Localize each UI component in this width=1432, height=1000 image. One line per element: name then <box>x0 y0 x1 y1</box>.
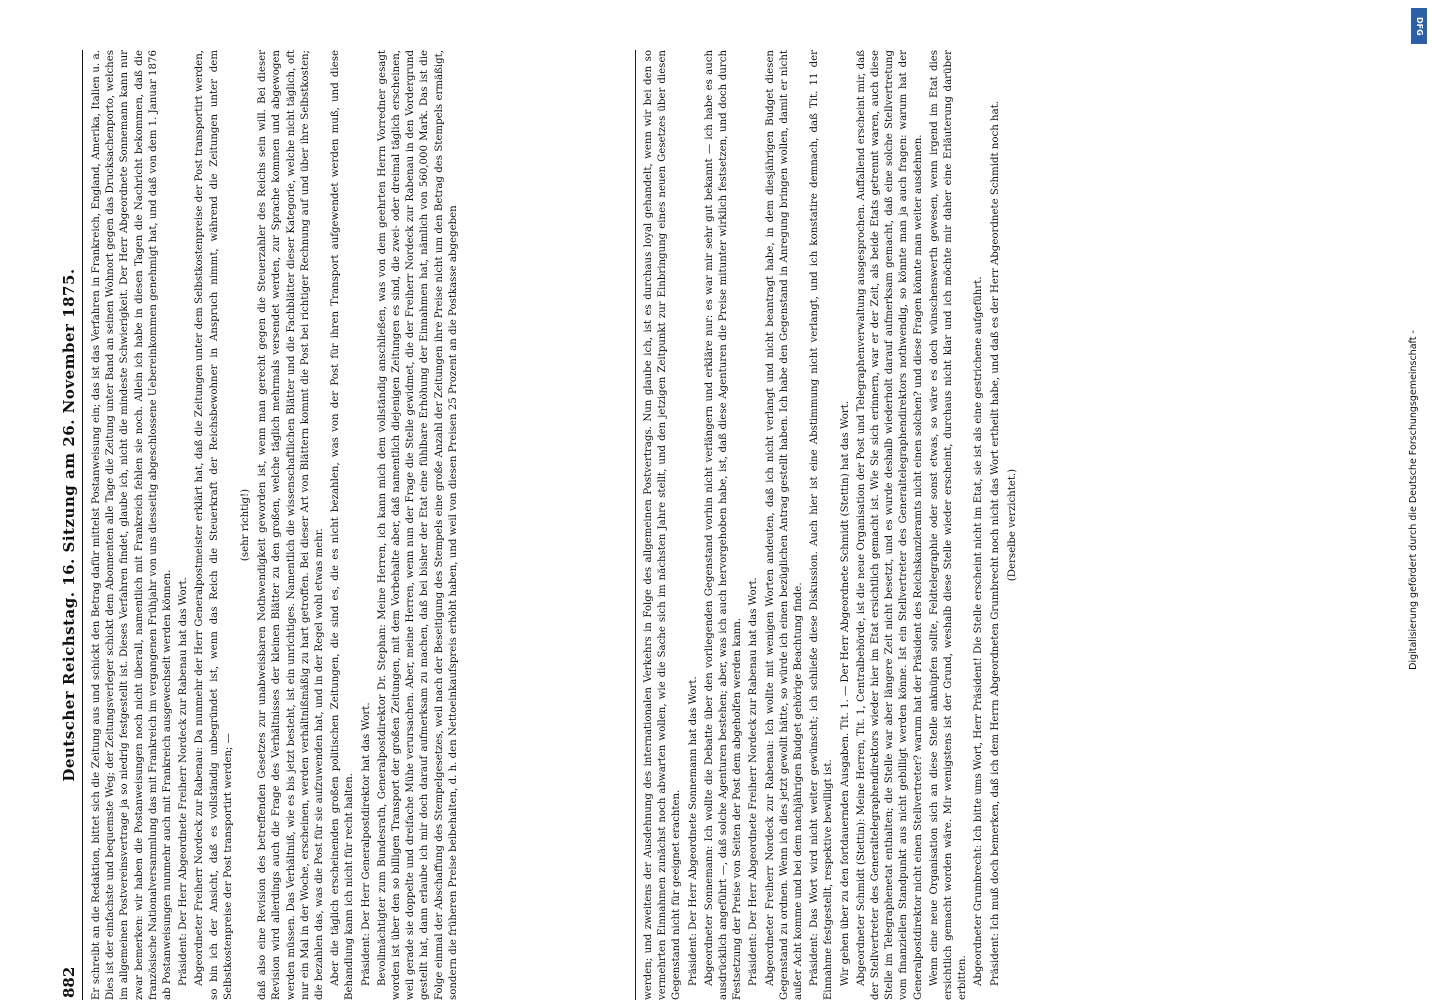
paragraph: Abgeordneter Schmidt (Stettin): Meine Herren, Tit. 1, Centralbehörde, ist die neue Organisation der Post und Telegraphenverwaltung ausgesprochen. Auffallend erscheint mir, daß der Stellvertreter des Generaltelegraphendirektors wieder hier im Etat ersichtlich gemacht ist. Wie Sie sich erinnern, war er der Zeit, als beide Etats getrennt waren, auch diese Stelle im Telegraphenetat enthalten; die Stelle war aber längere Zeit nicht besetzt, und es wurde deshalb wiederholt darauf aufmerksam gemacht, daß eine solche Stellvertretung vom finanziellen Standpunkt aus nicht gebilligt werden könne. Ist ein Stellvertreter des Generaltelegraphendirektors nothwendig, so könnte man ja auch fragen: warum hat der Generalpostdirektor nicht einen Stellvertreter? warum hat der Präsident des Reichskanzleramts nicht einen solchen? und diese Fragen könnte man weiter ausdehnen. <box>855 50 924 1000</box>
paragraph: Präsident: Das Wort wird nicht weiter gewünscht; ich schließe diese Diskussion. Auch hier ist eine Abstimmung nicht verlangt, und ich konstatire demnach, daß Tit. 11 der Einnahme festgestellt, respektive bewilligt ist. <box>809 50 835 1000</box>
paragraph: Abgeordneter Freiherr Nordeck zur Rabenau: Da nunmehr der Herr Generalpostmeister erklärt hat, daß die Zeitungen unter dem Selbstkostenpreise der Post transportirt werden, so bin ich der Ansicht, daß es vollständig unbegründet ist, wenn das Reich die Steuerkraft der Reichsbewohner in Anspruch nimmt, während die Zeitungen unter dem Selbstkostenpreise der Post transportirt werden; — <box>194 50 234 1000</box>
header-rule <box>82 50 83 1000</box>
paragraph: Präsident: Der Herr Abgeordnete Sonnemann hat das Wort. <box>687 676 699 986</box>
column-right <box>642 50 1332 1000</box>
running-header <box>50 50 84 1000</box>
paragraph: Präsident: Der Herr Abgeordnete Freiherr Nordeck zur Rabenau hat das Wort. <box>178 577 190 986</box>
dfg-logo: DFG <box>1411 8 1427 44</box>
paragraph: daß also eine Revision des betreffenden Gesetzes zur unabweisbaren Nothwendigkeit geworden ist, wenn man gerecht gegen die Steuerzahler des Reichs sein will. Bei dieser Revision wird allerdings auch die Frage des Verhältnisses der kleinen Blätter zu den großen, welche täglich mehrmals versendet werden, zur Sprache kommen und abgewogen werden müssen. Das Verhältniß, wie es bis jetzt besteht, ist ein unrichtiges. Namentlich die wissenschaftlichen Blätter und die Fachblätter dieser Kategorie, welche nicht täglich, oft nur ein Mal in der Woche, erscheinen, werden verhältnißmäßig zu hart getroffen. Bei dieser Art von Blättern kommt die Post bei richtiger Rechnung auf und über ihre Selbstkosten; die bezahlen das, was die Post für sie aufzuwenden hat, und in der Regel wohl etwas mehr. <box>257 50 326 1000</box>
paragraph: Wir gehen über zu den fortdauernden Ausgaben. Tit. 1. — Der Herr Abgeordnete Schmidt (Stettin) hat das Wort. <box>839 400 851 986</box>
paragraph: Aber die täglich erscheinenden großen politischen Zeitungen, die sind es, die es nicht bezahlen, was von der Post für ihren Transport aufgewendet werden muß, und diese Behandlung kann ich nicht für recht halten. <box>330 50 356 1000</box>
rotated-page-content <box>50 50 1380 1000</box>
column-rule <box>635 50 636 1000</box>
paragraph: Abgeordneter Sonnemann: Ich wollte die Debatte über den vorliegenden Gegenstand vorhin nicht verlängern und erkläre nur: es war mir sehr gut bekannt — ich habe es auch ausdrücklich angeführt —, daß solche Agenturen bestehen; aber, was ich auch hervorgehoben habe, ist, daß diese Agenturen die Preise mitunter wirklich festsetzen, und doch durch Festsetzung der Preise von Seiten der Post dem abgeholfen werden kann. <box>703 50 744 1000</box>
credit-text: Digitalisierung gefördert durch die Deutsche Forschungsgemeinschaft - <box>1408 330 1419 670</box>
paragraph: (sehr richtig!) <box>240 488 252 562</box>
digitization-credit <box>1404 2 1430 998</box>
page-number: 882 <box>60 966 78 998</box>
paragraph: Er schreibt an die Redaktion, bittet sich die Zeitung aus und schickt den Betrag dafür mittelst Postanweisung ein; das ist das Verfahren in Frankreich, England, Amerika, Italien u. a. Dies ist der einfachste und bequemste Weg; der Zeitungsverleger schickt dem Abonnenten alle Tage die Zeitung unter Band an seinen Wohnort gegen das Drucksachenporto, welches im allgemeinen Postvereinsvertrage ja so niedrig festgestellt ist. Dieses Verfahren findet, glaube ich, nicht die mindeste Schwierigkeit. Der Herr Abgeordnete Sonnemann kann nur zwar bemerken: wir haben die Postanweisungen noch nicht überall, namentlich mit Frankreich fehlen sie noch. Allein ich habe in diesen Tagen die Nachricht bekommen, daß die französische Nationalversammlung das mit Frankreich im vergangenen Frühjahr von uns diesseitig abgeschlossene Uebereinkommen genehmigt hat, und daß von dem 1. Januar 1876 ab Postanweisungen nunmehr auch mit Frankreich ausgewechselt werden können. <box>91 50 174 1000</box>
paragraph: werden; und zweitens der Ausdehnung des internationalen Verkehrs in Folge des allgemeinen Postvertrags. Nun glaube ich, ist es durchaus loyal gehandelt, wenn wir bei den so vermehrten Einnahmen zunächst noch abwarten wollen, wie die Sache sich im nächsten Jahre stellt, und den jetzigen Zeitpunkt zur Einbringung eines neuen Gesetzes über diesen Gegenstand nicht für geeignet erachten. <box>643 50 683 1000</box>
paragraph: (Derselbe verzichtet.) <box>1006 468 1018 582</box>
paragraph: Präsident: Der Herr Generalpostdirektor hat das Wort. <box>360 702 372 986</box>
paragraph: Präsident: Ich muß doch bemerken, daß ich dem Herrn Abgeordneten Grumbrecht noch nicht das Wort ertheilt habe, und daß es der Herr Abgeordnete Schmidt noch hat. <box>989 100 1001 986</box>
column-left <box>90 50 630 1000</box>
header-title: Deutscher Reichstag. 16. Sitzung am 26. November 1875. <box>60 268 78 782</box>
paragraph: Präsident: Der Herr Abgeordnete Freiherr Nordeck zur Rabenau hat das Wort. <box>748 577 760 986</box>
paragraph: Wenn eine neue Organisation sich an diese Stelle anknüpfen sollte, Feldtelegraphie oder sonst etwas, so wäre es doch wünschenswerth gewesen, wenn irgend im Etat dies ersichtlich gemacht worden wäre. Mir wenigstens ist der Grund, weshalb diese Stelle wieder erscheint, durchaus nicht klar und ich möchte mir daher eine Erläuterung darüber erbitten. <box>928 50 969 1000</box>
paragraph: Abgeordneter Freiherr Nordeck zur Rabenau: Ich wollte mit wenigen Worten andeuten, daß ich nicht verlangt und nicht beantragt habe, in dem diesjährigen Budget diesen Gegenstand zu ordnen. Wenn ich dies jetzt gewollt hätte, so würde ich einen bezüglichen Antrag gestellt haben. Ich habe den Gegenstand in Anregung bringen wollen, damit er nicht außer Acht komme und bei dem nachjährigen Budget gehörige Beachtung finde. <box>764 50 805 1000</box>
paragraph: Bevollmächtigter zum Bundesrath, Generalpostdirektor Dr. Stephan: Meine Herren, ich kann mich dem vollständig anschließen, was von dem geehrten Herrn Vorredner gesagt worden ist über den so billigen Transport der großen Zeitungen, mit dem Vorbehalte aber, daß namentlich diejenigen Zeitungen es sind, die zwei- oder dreimal täglich erscheinen, weil gerade sie doppelte und dreifache Mühe verursachen. Aber, meine Herren, wenn nun der Frage die Stelle gewidmet, die der Freiherr Nordeck zur Rabenau in den Vordergrund gestellt hat, dann erlaube ich mir doch darauf aufmerksam zu machen, daß bei bisher der Etat eine fühlbare Erhöhung der Einnahmen hat, nämlich von 560,000 Mark. Das ist die Folge einmal der Abschaffung des Stempelgesetzes, weil nach der Beseitigung des Stempels eine große Anzahl der Zeitungen ihre Preise nicht um den Betrag des Stempels ermäßigt, sondern die früheren Preise beibehalten, d. h. den Nettoeinkaufspreis erhöht haben, und weil von diesen Preisen 25 Prozent an die Postkasse abgegeben <box>376 50 459 1000</box>
paragraph: Abgeordneter Grumbrecht: Ich bitte ums Wort, Herr Präsident! Die Stelle erscheint nicht im Etat, sie ist als eine gestrichene aufgeführt. <box>973 276 985 986</box>
